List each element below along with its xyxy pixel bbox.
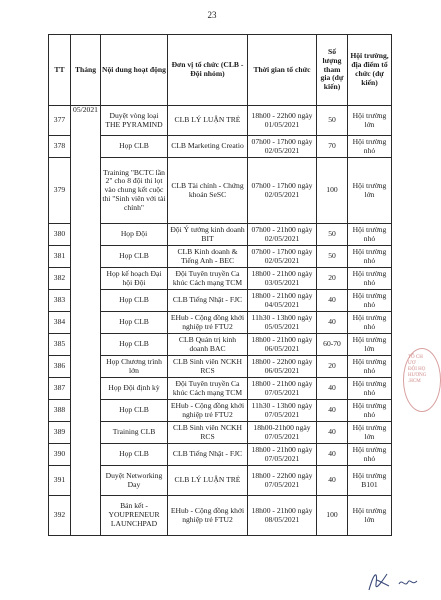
row-unit: Đội Tuyên truyền Ca khúc Cách mạng TCM xyxy=(168,378,248,400)
row-time: 18h00 - 21h00 ngày 08/05/2021 xyxy=(248,496,317,536)
row-count: 20 xyxy=(317,268,348,290)
row-count: 100 xyxy=(317,158,348,224)
row-tt: 382 xyxy=(49,268,71,290)
row-count: 50 xyxy=(317,224,348,246)
row-content: Họp Đội định kỳ xyxy=(101,378,168,400)
row-unit: CLB Marketing Creatio xyxy=(168,136,248,158)
row-time: 11h30 - 13h00 ngày 07/05/2021 xyxy=(248,400,317,422)
row-unit: EHub - Cộng đồng khởi nghiệp trẻ FTU2 xyxy=(168,400,248,422)
table-row xyxy=(49,290,392,312)
row-unit: CLB Sinh viên NCKH RCS xyxy=(168,422,248,444)
row-tt: 380 xyxy=(49,224,71,246)
row-place: Hội trường lớn xyxy=(348,334,392,356)
row-place: Hội trường nhỏ xyxy=(348,268,392,290)
row-tt: 381 xyxy=(49,246,71,268)
table-row xyxy=(49,246,392,268)
table-row xyxy=(49,334,392,356)
table-row xyxy=(49,136,392,158)
row-place: Hội trường nhỏ xyxy=(348,378,392,400)
official-stamp: TỔ CH ƯƠ ĐỘI HỌ HƯƠNG .HCM xyxy=(403,348,441,412)
row-tt: 377 xyxy=(49,106,71,136)
table-row xyxy=(49,224,392,246)
row-time: 18h00 - 21h00 ngày 07/05/2021 xyxy=(248,378,317,400)
row-content: Họp CLB xyxy=(101,246,168,268)
table-row xyxy=(49,106,392,136)
row-content: Họp kế hoạch Đại hội Đội xyxy=(101,268,168,290)
page-number: 23 xyxy=(207,10,217,20)
row-unit: CLB Sinh viên NCKH RCS xyxy=(168,356,248,378)
table-row xyxy=(49,312,392,334)
row-tt: 390 xyxy=(49,444,71,466)
row-time: 18h00 - 21h00 ngày 07/05/2021 xyxy=(248,444,317,466)
row-place: Hội trường lớn xyxy=(348,496,392,536)
row-time: 18h00 - 22h00 ngày 01/05/2021 xyxy=(248,106,317,136)
table-row xyxy=(49,378,392,400)
row-time: 18h00 - 21h00 ngày 03/05/2021 xyxy=(248,268,317,290)
row-unit: Đội Ý tưởng kinh doanh BIT xyxy=(168,224,248,246)
row-content: Họp Chương trình lớn xyxy=(101,356,168,378)
month-cell: 05/2021 xyxy=(71,106,101,536)
row-tt: 391 xyxy=(49,466,71,496)
row-tt: 392 xyxy=(49,496,71,536)
row-time: 07h00 - 21h00 ngày 02/05/2021 xyxy=(248,224,317,246)
table-row xyxy=(49,466,392,496)
header-count: Số lượng tham gia (dự kiến) xyxy=(317,35,348,106)
header-place: Hội trường, địa điểm tổ chức (dự kiến) xyxy=(348,35,392,106)
row-time: 07h00 - 17h00 ngày 02/05/2021 xyxy=(248,246,317,268)
row-count: 50 xyxy=(317,106,348,136)
row-unit: CLB Tiếng Nhật - FJC xyxy=(168,444,248,466)
row-count: 20 xyxy=(317,356,348,378)
row-place: Hội trường nhỏ xyxy=(348,400,392,422)
table-row xyxy=(49,496,392,536)
row-count: 70 xyxy=(317,136,348,158)
table-row xyxy=(49,356,392,378)
row-place: Hội trường nhỏ xyxy=(348,444,392,466)
header-time: Thời gian tổ chức xyxy=(248,35,317,106)
row-content: Họp CLB xyxy=(101,136,168,158)
row-unit: EHub - Cộng đồng khởi nghiệp trẻ FTU2 xyxy=(168,312,248,334)
row-time: 18h00 - 21h00 ngày 04/05/2021 xyxy=(248,290,317,312)
row-unit: CLB Tiếng Nhật - FJC xyxy=(168,290,248,312)
row-place: Hội trường nhỏ xyxy=(348,290,392,312)
row-unit: CLB LÝ LUẬN TRẺ xyxy=(168,466,248,496)
row-count: 50 xyxy=(317,246,348,268)
row-place: Hội trường nhỏ xyxy=(348,246,392,268)
table-row xyxy=(49,400,392,422)
row-content: Họp CLB xyxy=(101,290,168,312)
row-place: Hội trường B101 xyxy=(348,466,392,496)
row-time: 18h00-21h00 ngày 07/05/2021 xyxy=(248,422,317,444)
row-content: Họp Đội xyxy=(101,224,168,246)
row-place: Hội trường lớn xyxy=(348,158,392,224)
header-content: Nội dung hoạt động xyxy=(101,35,168,106)
row-content: Họp CLB xyxy=(101,334,168,356)
row-tt: 378 xyxy=(49,136,71,158)
row-place: Hội trường nhỏ xyxy=(348,356,392,378)
row-tt: 388 xyxy=(49,400,71,422)
row-unit: CLB LÝ LUẬN TRẺ xyxy=(168,106,248,136)
row-unit: CLB Kinh doanh & Tiếng Anh - BEC xyxy=(168,246,248,268)
row-count: 40 xyxy=(317,290,348,312)
row-content: Bán kết - YOUPRENEUR LAUNCHPAD xyxy=(101,496,168,536)
row-place: Hội trường nhỏ xyxy=(348,312,392,334)
row-count: 40 xyxy=(317,466,348,496)
row-count: 40 xyxy=(317,422,348,444)
row-place: Hội trường lớn xyxy=(348,106,392,136)
row-count: 40 xyxy=(317,378,348,400)
row-count: 40 xyxy=(317,312,348,334)
row-time: 07h00 - 17h00 ngày 02/05/2021 xyxy=(248,136,317,158)
row-time: 18h00 - 22h00 ngày 07/05/2021 xyxy=(248,466,317,496)
row-unit: Đội Tuyên truyền Ca khúc Cách mạng TCM xyxy=(168,268,248,290)
row-tt: 385 xyxy=(49,334,71,356)
row-content: Họp CLB xyxy=(101,444,168,466)
row-unit: CLB Quản trị kinh doanh BAC xyxy=(168,334,248,356)
row-tt: 383 xyxy=(49,290,71,312)
row-content: Họp CLB xyxy=(101,312,168,334)
row-tt: 384 xyxy=(49,312,71,334)
row-tt: 386 xyxy=(49,356,71,378)
row-tt: 387 xyxy=(49,378,71,400)
row-tt: 389 xyxy=(49,422,71,444)
table-row xyxy=(49,158,392,224)
table-row xyxy=(49,422,392,444)
row-time: 07h00 - 17h00 ngày 02/05/2021 xyxy=(248,158,317,224)
row-unit: EHub - Cộng đồng khởi nghiệp trẻ FTU2 xyxy=(168,496,248,536)
row-count: 40 xyxy=(317,444,348,466)
row-count: 40 xyxy=(317,400,348,422)
header-month: Tháng xyxy=(71,35,101,106)
row-count: 60-70 xyxy=(317,334,348,356)
row-time: 18h00 - 22h00 ngày 06/05/2021 xyxy=(248,356,317,378)
table-header-row xyxy=(49,35,392,106)
row-time: 18h00 - 21h00 ngày 06/05/2021 xyxy=(248,334,317,356)
row-unit: CLB Tài chính - Chứng khoán SeSC xyxy=(168,158,248,224)
row-content: Training "BCTC lần 2" cho 8 đội thi lọt vào chung kết cuộc thi "Sinh viên với tài chính" xyxy=(101,158,168,224)
row-place: Hội trường lớn xyxy=(348,422,392,444)
row-count: 100 xyxy=(317,496,348,536)
row-content: Training CLB xyxy=(101,422,168,444)
table-row xyxy=(49,444,392,466)
row-content: Duyệt vòng loại THE PYRAMIND xyxy=(101,106,168,136)
header-tt: TT xyxy=(49,35,71,106)
row-place: Hội trường nhỏ xyxy=(348,224,392,246)
table-row xyxy=(49,268,392,290)
row-content: Duyệt Networking Day xyxy=(101,466,168,496)
row-tt: 379 xyxy=(49,158,71,224)
row-time: 11h30 - 13h00 ngày 05/05/2021 xyxy=(248,312,317,334)
activity-schedule-table xyxy=(48,34,392,536)
row-content: Họp CLB xyxy=(101,400,168,422)
handwritten-signature xyxy=(365,566,420,596)
header-unit: Đơn vị tổ chức (CLB - Đội nhóm) xyxy=(168,35,248,106)
row-place: Hội trường nhỏ xyxy=(348,136,392,158)
